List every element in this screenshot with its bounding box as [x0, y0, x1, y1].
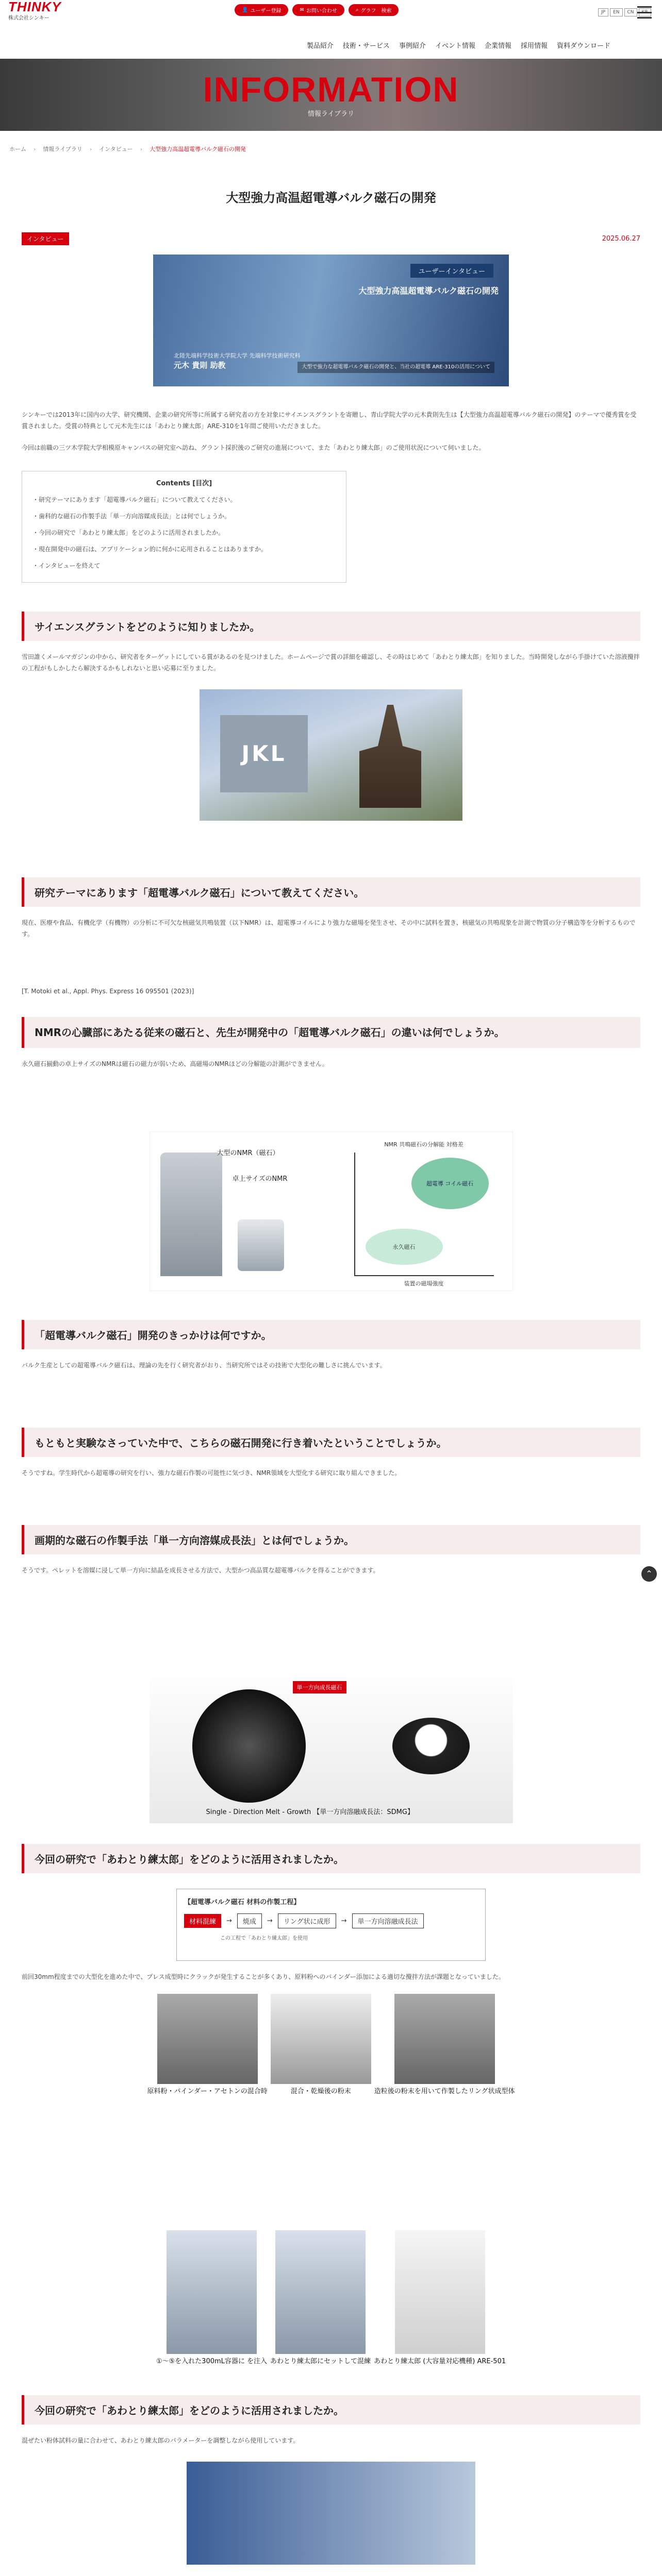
breadcrumb-interview[interactable]: インタビュー [99, 146, 133, 152]
zone-permanent: 永久磁石 [366, 1229, 443, 1265]
toc-item[interactable]: ・今回の研究で「あわとり練太郎」をどのように活用されましたか。 [32, 529, 225, 536]
arrow-right-icon: → [341, 1917, 347, 1925]
intro-text: シンキーでは2013年に国内の大学、研究機関、企業の研究所等に所属する研究者の方を対象にサイエンスグラントを寄贈し、青山学院大学の元木貴則先生は【大型強力高温超電導バルク磁石の開発】のテーマで優秀賞を受賞されました。受賞の特典として元木先生には「あわとり練太郎」ARE-310を1年間ご使用いただきました。 [22, 411, 637, 430]
section-body: 混ぜたい粉体試料の量に合わせて、あわとり練太郎のパラメーターを調整しながら使用しています。 [22, 2437, 300, 2444]
flow-step: 単一方向溶融成長法 [352, 1913, 424, 1928]
nav-technology[interactable]: 技術・サービス [342, 42, 390, 50]
section-heading: 画期的な磁石の作製手法「単一方向溶媒成長法」とは何でしょうか。 [22, 1525, 640, 1554]
container-photo [167, 2230, 257, 2354]
chevron-right-icon: › [89, 145, 92, 152]
section-body: 前回30mm程度までの大型化を進めた中で、プレス成型時にクラックが発生することが多くあり、原料粉へのバインダー添加による適切な攪拌方法が課題となっていました。 [22, 1973, 505, 1980]
ring-photo [394, 1994, 495, 2084]
photo-item: ①～⑤を入れた300mL容器に を注入 [156, 2230, 267, 2366]
toc-item[interactable]: ・インタビューを終えて [32, 562, 101, 569]
intro-text-2: 今回は前職の三ツ木学院大学相模原キャンパスの研究室へ訪ね、グラント採択後のご研究の進展について、また「あわとり練太郎」のご使用状況について伺いました。 [22, 444, 485, 451]
hero-image-caption: 北陸先端科学技術大学院大学 先端科学技術研究科 元木 貴則 助教 [174, 352, 301, 370]
page-title: 大型強力高温超電導バルク磁石の開発 [226, 191, 436, 205]
nav-company[interactable]: 企業情報 [484, 42, 511, 50]
nav-downloads[interactable]: 資料ダウンロード [556, 42, 610, 50]
mail-icon: ✉ [300, 7, 304, 13]
hero-image [153, 255, 509, 386]
section-heading: 今回の研究で「あわとり練太郎」をどのように活用されましたか。 [22, 2395, 640, 2425]
label-large-nmr: 大型のNMR（磁石） [217, 1149, 279, 1157]
section-heading: もともと実験なさっていた中で、こちらの磁石開発に行き着いたということでしょうか。 [22, 1428, 640, 1457]
chevron-up-icon[interactable]: ⌃ [641, 1566, 657, 1582]
campus-photo [200, 689, 462, 821]
label-desktop-nmr: 卓上サイズのNMR [232, 1175, 288, 1183]
nav-recruit[interactable]: 採用情報 [520, 42, 548, 50]
hero-subtitle: 情報ライブラリ [307, 110, 355, 118]
photo-item: あわとり練太郎 (大容量対応機種) ARE-501 [374, 2230, 506, 2366]
process-flow [176, 1889, 486, 1961]
flow-step: 材料混練 [184, 1914, 221, 1928]
breadcrumb-home[interactable]: ホーム [9, 146, 26, 152]
flow-note: この工程で「あわとり練太郎」を使用 [220, 1936, 308, 1941]
photo-item: 造粒後の粉末を用いて作製したリング状成型体 [374, 1994, 515, 2096]
graph-caption: NMR 共鳴磁石の分解能 対格差 [384, 1141, 464, 1148]
section-heading: サイエンスグラントをどのように知りましたか。 [22, 612, 640, 641]
table-of-contents [22, 471, 346, 583]
are501-photo [395, 2230, 485, 2354]
nav-events[interactable]: イベント情報 [435, 42, 475, 50]
sdmg-tag: 単一方向成長磁石 [293, 1681, 346, 1693]
flow-step: リング状に成形 [278, 1913, 336, 1928]
photo-item: 混合・乾燥後の粉末 [271, 1994, 371, 2096]
category-tag[interactable]: インタビュー [22, 232, 69, 245]
hero-title: INFORMATION [203, 70, 459, 109]
search-button[interactable]: ⌕ グラフ 検索 [349, 4, 399, 16]
section-body: 現在、医療や食品、有機化学（有機物）の分析に不可欠な核磁気共鳴装置（以下NMR）は、超電導コイルにより強力な磁場を発生させ、その中に試料を置き、核磁気の共鳴現象を計測で物質の分子構造等を分析するものです。 [22, 919, 636, 938]
top-actions [235, 4, 399, 16]
section-heading: NMRの心臓部にあたる従来の磁石と、先生が開発中の「超電導バルク磁石」の違いは何でしょうか。 [22, 1017, 640, 1048]
main-nav [0, 37, 662, 53]
lang-jp[interactable]: JP [598, 8, 608, 16]
hero-image-badge: ユーザーインタビュー [410, 264, 493, 278]
photo-item: 原料粉・バインダー・アセトンの混合時 [147, 1994, 267, 2096]
citation: [T. Motoki et al., Appl. Phys. Express 16 095501 (2023)] [22, 988, 194, 995]
x-axis-label: 装置の磁場強度 [404, 1280, 444, 1287]
mixing-photo [157, 1994, 258, 2084]
mixer-set-photo [275, 2230, 366, 2354]
section-heading: 今回の研究で「あわとり練太郎」をどのように活用されましたか。 [22, 1844, 640, 1873]
section-body: バルク生産としての超電導バルク磁石は、理論の先を行く研究者がおり、当研究所ではその技術で大型化の難しさに挑んでいます。 [22, 1362, 386, 1369]
logo[interactable] [8, 0, 61, 21]
lab-photos [22, 2230, 640, 2366]
contact-button[interactable]: ✉ お問い合わせ [292, 4, 344, 16]
researcher-photo [187, 2462, 475, 2565]
sdmg-label: Single - Direction Melt - Growth 【単一方向溶融成長法：SDMG】 [206, 1808, 414, 1816]
desktop-nmr-image [238, 1219, 284, 1271]
toc-item[interactable]: ・歯科的な磁石の作製手法「単一方向溶媒成長法」とは何でしょうか。 [32, 513, 231, 520]
hero-image-title: 大型強力高温超電導バルク磁石の開発 [358, 286, 499, 296]
magnet-ring-image [392, 1718, 470, 1774]
hero-image-note: 大型で強力な超電導バルク磁石の開発と、当社の超電導 ARE-310の活用について [297, 362, 494, 373]
arrow-right-icon: → [267, 1917, 273, 1925]
process-photos [22, 1994, 640, 2096]
flow-title: 【超電導バルク磁石 材料の作製工程】 [184, 1899, 301, 1906]
breadcrumb-library[interactable]: 情報ライブラリ [43, 146, 82, 152]
lang-cn[interactable]: CN [624, 8, 637, 16]
nmr-figure [150, 1131, 513, 1291]
flow-steps [184, 1913, 478, 1928]
arrow-right-icon: → [226, 1917, 232, 1925]
sdmg-figure [150, 1669, 513, 1823]
lang-en[interactable]: EN [610, 8, 622, 16]
nav-products[interactable]: 製品紹介 [306, 42, 334, 50]
building-sign: JKL [220, 715, 308, 792]
top-bar [0, 0, 662, 21]
section-body: そうですね。学生時代から超電導の研究を行い、強力な磁石作製の可能性に気づき、NMR領域を大型化する研究に取り組んできました。 [22, 1469, 401, 1477]
zone-superconducting: 超電導 コイル磁石 [411, 1158, 489, 1209]
breadcrumb [0, 131, 662, 167]
nav-cases[interactable]: 事例紹介 [399, 42, 426, 50]
section-body: 雪田誰くメールマガジンの中から、研究者をターゲットにしている賞があるのを見つけました。ホームページで賞の詳細を確認し、その時はじめて「あわとり練太郎」を知りました。当時開発しながら手掛けていた溶液攪拌の工程がもしかしたら解決するかもしれないと思い応募に至りました。 [22, 653, 640, 672]
graph-area [354, 1153, 494, 1276]
powder-photo [271, 1994, 371, 2084]
article-meta [22, 232, 640, 245]
section-heading: 「超電導バルク磁石」開発のきっかけは何ですか。 [22, 1320, 640, 1349]
flow-step: 焼成 [237, 1913, 262, 1928]
logo-mark: THINKY [8, 0, 61, 14]
chevron-right-icon: › [34, 145, 36, 152]
breadcrumb-current: 大型強力高温超電導バルク磁石の開発 [150, 146, 246, 152]
article [22, 188, 640, 2565]
company-name: 株式会社シンキー [8, 15, 49, 21]
user-icon: 👤 [242, 7, 249, 13]
menu-icon[interactable] [637, 6, 652, 19]
toc-item[interactable]: ・現在開発中の磁石は、アプリケーション的に何かに応用されることはありますか。 [32, 546, 267, 553]
photo-item: あわとり練太郎にセットして混練 [270, 2230, 371, 2366]
chevron-right-icon: › [140, 145, 143, 152]
section-heading: 研究テーマにあります「超電導バルク磁石」について教えてください。 [22, 877, 640, 907]
building-shape [359, 705, 421, 808]
contents-title: Contents [目次] [156, 480, 212, 487]
search-icon: ⌕ [355, 7, 359, 13]
large-nmr-image [160, 1153, 222, 1276]
nmr-devices [150, 1132, 336, 1291]
magnet-disc-image [192, 1689, 306, 1803]
nmr-graph [336, 1132, 512, 1291]
section-body: 永久磁石揃動の卓上サイズのNMRは磁石の磁力が弱いため、高磁場のNMRほどの分解能の計測ができません。 [22, 1060, 328, 1067]
section-body: そうです。ペレットを溶媒に浸して単一方向に結晶を成長させる方法で、大型かつ高品質な超電導バルクを得ることができます。 [22, 1567, 379, 1574]
toc-item[interactable]: ・研究テーマにあります「超電導バルク磁石」について教えてください。 [32, 496, 237, 503]
publish-date: 2025.06.27 [602, 235, 640, 243]
user-register-button[interactable]: 👤 ユーザー登録 [235, 4, 288, 16]
hero-banner [0, 59, 662, 131]
